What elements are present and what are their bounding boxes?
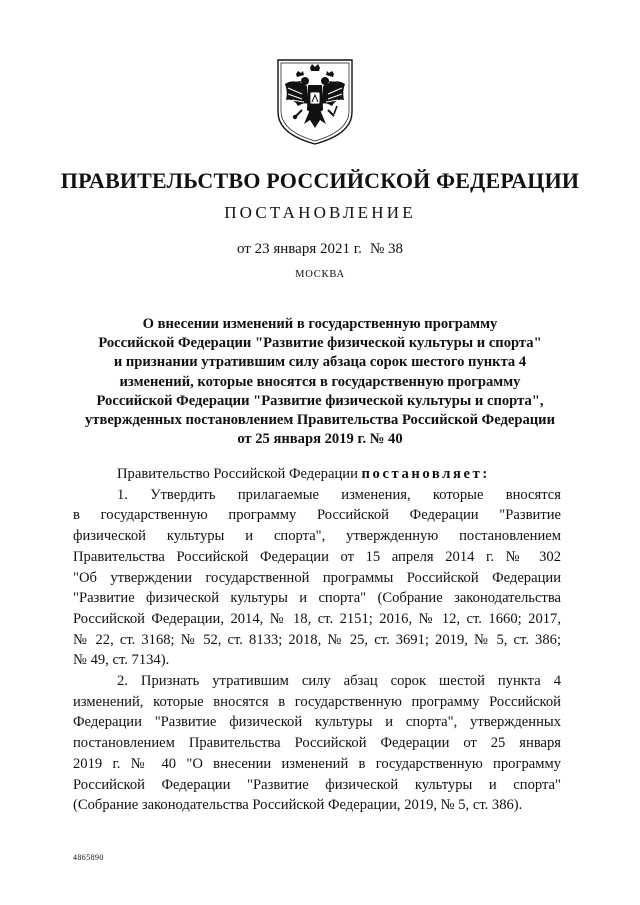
paragraph-1-line: Правительства Российской Федерации от 15 апреля 2014 г. № 302 <box>73 548 561 565</box>
paragraph-2-line: (Собрание законодательства Российской Федерации, 2019, № 5, ст. 386). <box>73 797 523 814</box>
heading-line: Российской Федерации "Развитие физической культуры и спорта" <box>98 335 542 352</box>
paragraph-1-line: "Развитие физической культуры и спорта" (Собрание законодательства <box>73 590 561 607</box>
paragraph-1-line: Российской Федерации, 2014, № 18, ст. 2151; 2016, № 12, ст. 1660; 2017, <box>73 610 561 627</box>
paragraph-2-line: 2019 г. № 40 "О внесении изменений в государственную программу <box>73 755 561 772</box>
heading-line: О внесении изменений в государственную программу <box>142 316 498 332</box>
paragraph-2-line: 2. Признать утратившим силу абзац сорок шестой пункта 4 <box>117 673 561 690</box>
paragraph-2-line: Федерации "Развитие физической культуры и спорта", утвержденных <box>73 714 561 731</box>
government-title: ПРАВИТЕЛЬСТВО РОССИЙСКОЙ ФЕДЕРАЦИИ <box>60 168 580 193</box>
paragraph-1-line: физической культуры и спорта", утвержденную постановлением <box>73 528 561 545</box>
paragraph-1-line: в государственную программу Российской Федерации "Развитие <box>73 507 561 524</box>
document-date-number <box>0 241 640 258</box>
document-body <box>73 464 561 816</box>
document-heading <box>60 315 580 449</box>
paragraph-1-line: 1. Утвердить прилагаемые изменения, которые вносятся <box>117 486 561 503</box>
paragraph-1-line: "Об утверждении государственной программы Российской Федерации <box>73 569 561 586</box>
heading-line: и признании утратившим силу абзаца сорок шестого пункта 4 <box>113 354 527 371</box>
document-city: МОСКВА <box>295 269 345 280</box>
paragraph-1-line: № 49, ст. 7134). <box>73 652 170 669</box>
intro-text: Правительство Российской Федерации <box>117 466 362 482</box>
russian-coat-of-arms-icon <box>274 54 356 146</box>
paragraph-2-line: Российской Федерации "Развитие физической культуры и спорта" <box>73 776 561 793</box>
heading-line: утвержденных постановлением Правительства Российской Федерации <box>84 412 555 429</box>
heading-line: изменений, которые вносятся в государственную программу <box>119 373 521 390</box>
document-type: ПОСТАНОВЛЕНИЕ <box>224 203 416 222</box>
heading-line: Российской Федерации "Развитие физической культуры и спорта", <box>96 392 544 409</box>
paragraph-2-line: изменений, которые вносятся в государственную программу Российской <box>73 693 561 710</box>
intro-paragraph <box>73 464 561 485</box>
paragraph-1-line: № 22, ст. 3168; № 52, ст. 8133; 2018, № 25, ст. 3691; 2019, № 5, ст. 386; <box>73 631 561 648</box>
paragraph-2-line: постановлением Правительства Российской Федерации от 25 января <box>73 735 561 752</box>
document-number: № 38 <box>369 241 403 257</box>
document-code: 4865890 <box>73 853 104 862</box>
document-date: от 23 января 2021 г. <box>237 241 362 257</box>
heading-line: от 25 января 2019 г. № 40 <box>237 431 403 448</box>
resolution-keyword: постановляет: <box>361 466 490 482</box>
